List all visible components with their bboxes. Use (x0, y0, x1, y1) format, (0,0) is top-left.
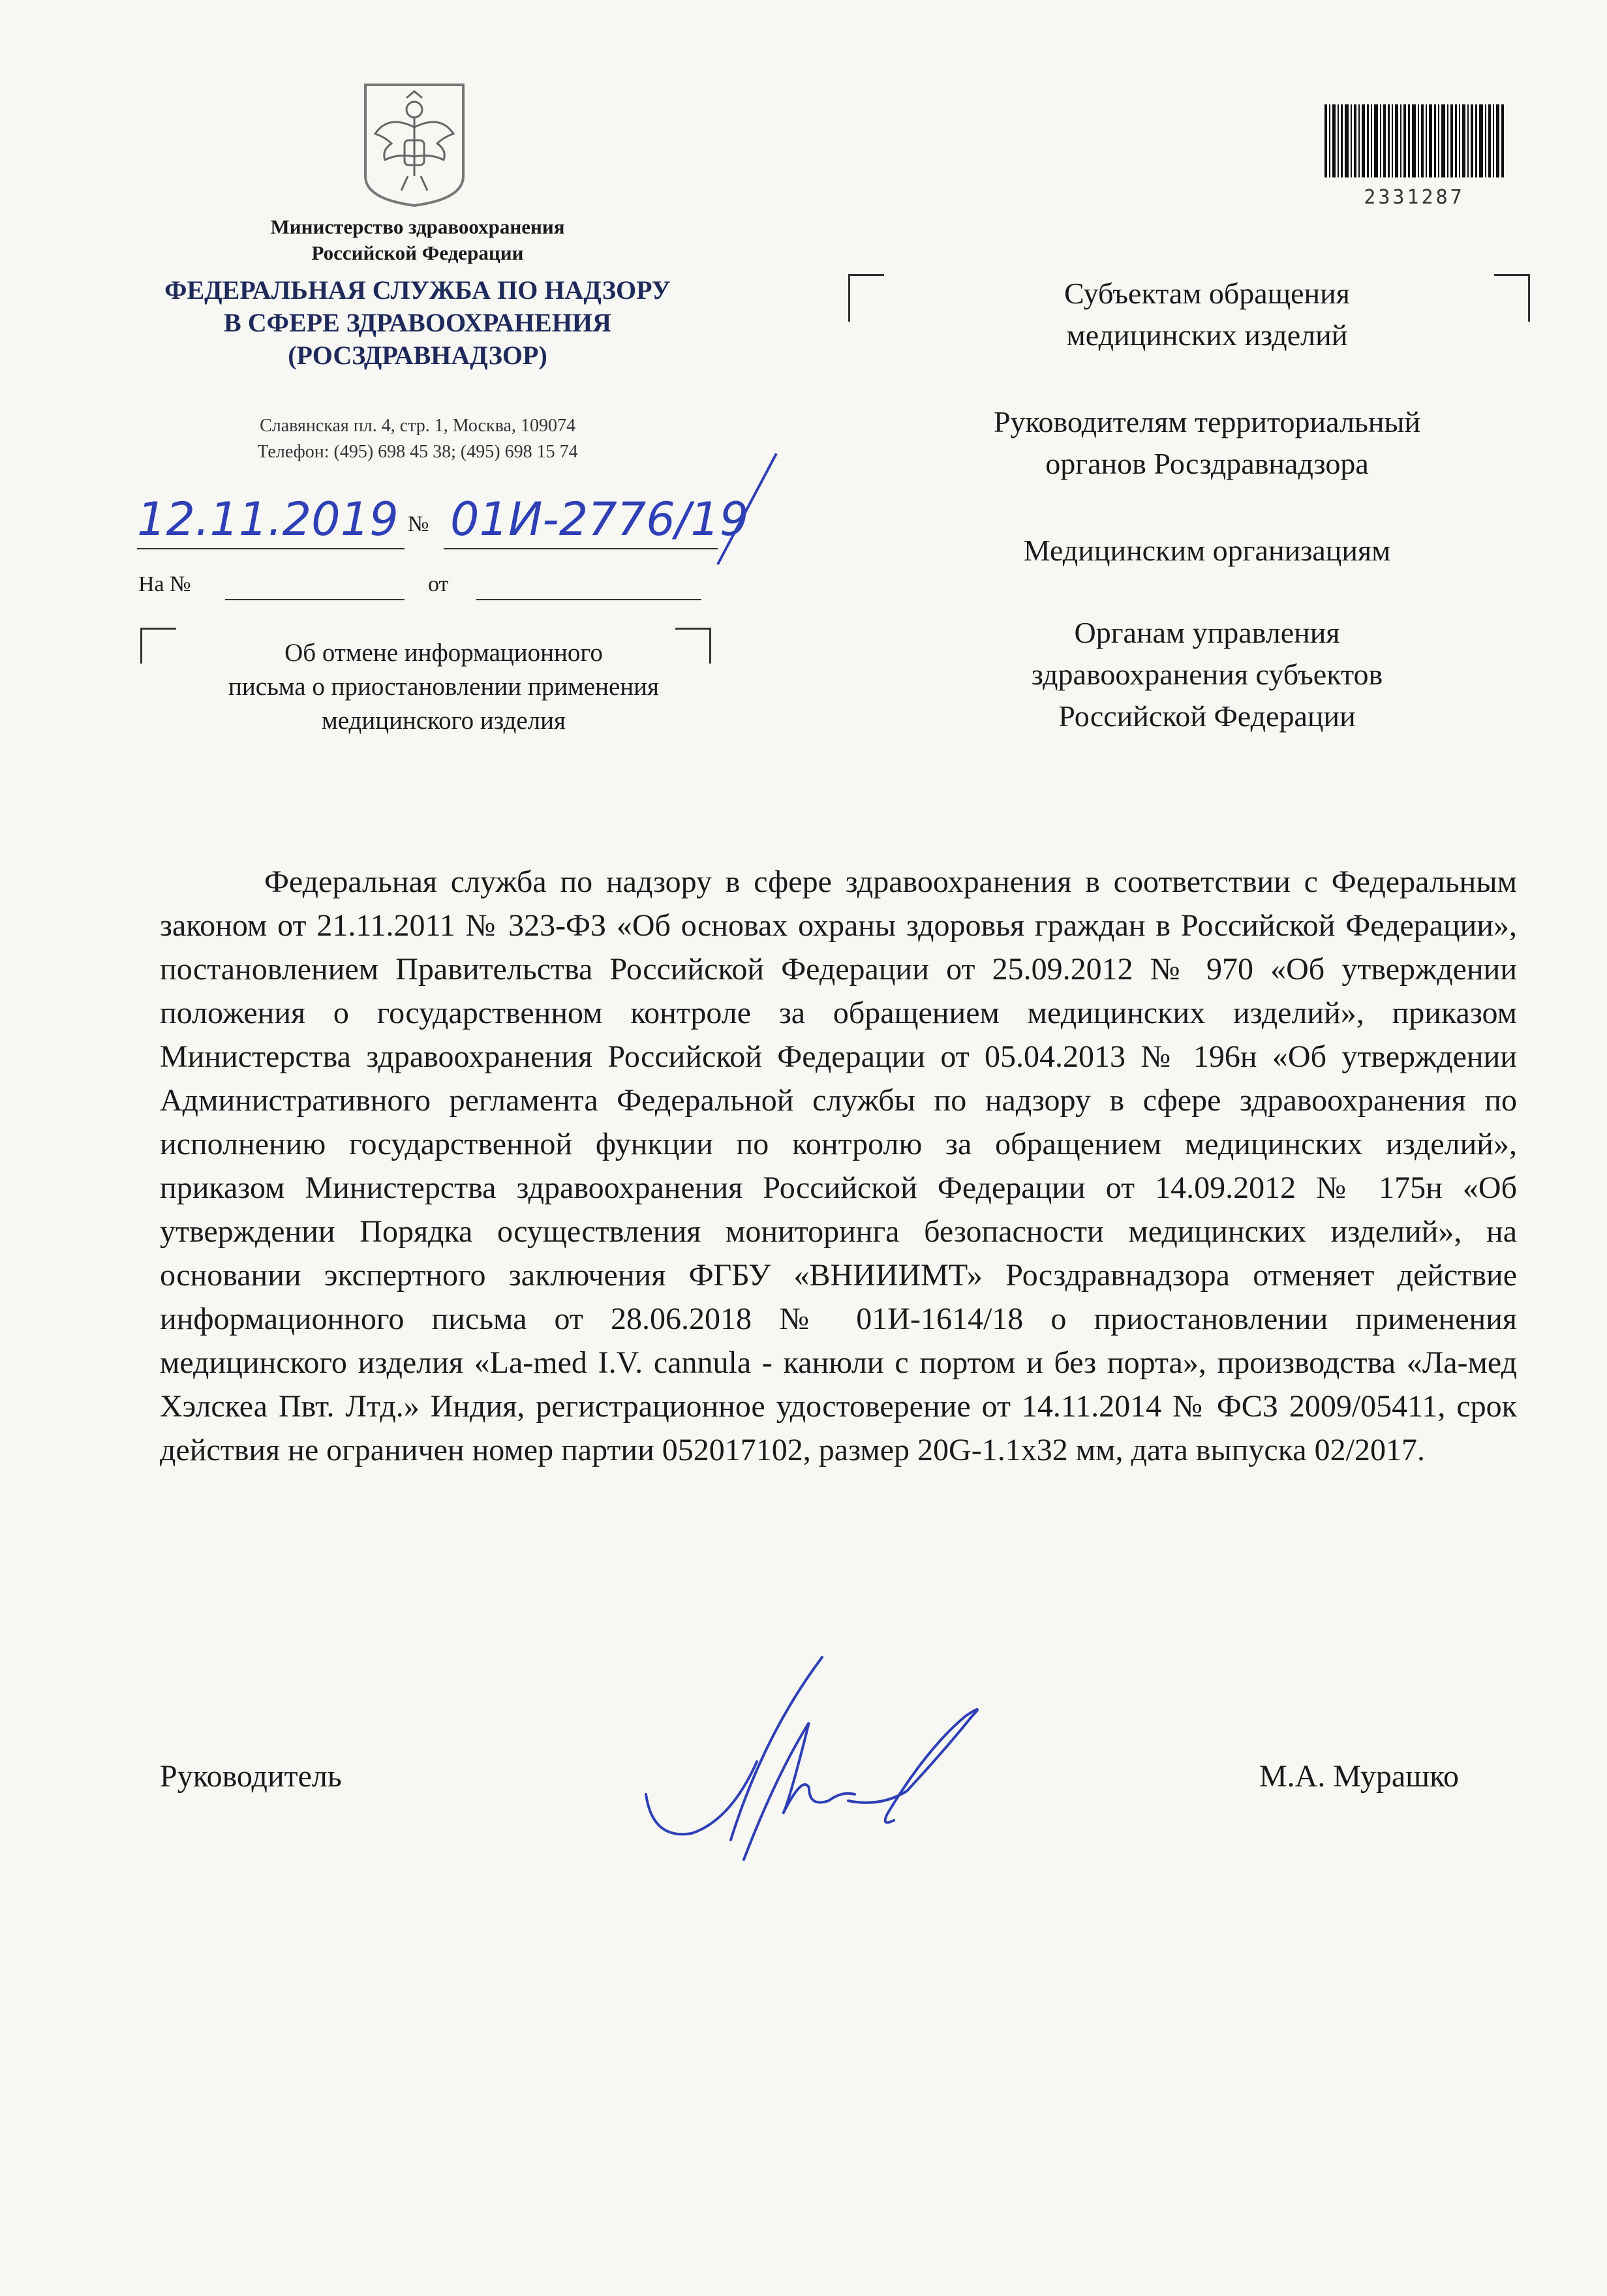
addressee-2-line2: органов Росздравнадзора (1045, 447, 1369, 480)
signatory-name: М.А. Мурашко (1259, 1759, 1459, 1794)
addressee-4-line1: Органам управления (1074, 616, 1340, 649)
addressee-1 (920, 273, 1494, 356)
addressee-2 (920, 401, 1494, 485)
subject-line3: медицинского изделия (322, 707, 566, 735)
address-block (150, 413, 685, 465)
reference-date-label: от (428, 572, 449, 596)
addressee-1-line2: медицинских изделий (1066, 318, 1348, 352)
addressee-1-line1: Субъектам обращения (1064, 277, 1350, 310)
coat-of-arms-icon (356, 78, 473, 209)
number-underline (444, 548, 718, 549)
ministry-header (150, 214, 685, 266)
addressee-3-line1: Медицинским организациям (1023, 534, 1391, 567)
addressee-4-line2: здравоохранения субъектов (1031, 658, 1383, 691)
signature-icon (633, 1644, 1037, 1892)
ministry-name-line1: Министерство здравоохранения (270, 215, 565, 238)
service-name-line3: (РОСЗДРАВНАДЗОР) (288, 341, 547, 370)
letter-body: Федеральная служба по надзору в сфере здравоохранения в соответствии с Федеральным законом от 21.11.2011 № 323-ФЗ «Об основах охраны здоровья граждан в Российской Федерации», постановлением Правительства Российской Федерации от 25.09.2012 № 970 «Об утверждении положения о государственном контроле за обращением медицинских изделий», приказом Министерства здравоохранения Российской Федерации от 05.04.2013 № 196н «Об утверждении Административного регламента Федеральной службы по надзору в сфере здравоохранения по исполнению государственной функции по контролю за обращением медицинских изделий», приказом Министерства здравоохранения Российской Федерации от 14.09.2012 № 175н «Об утверждении Порядка осуществления мониторинга безопасности медицинских изделий», на основании экспертного заключения ФГБУ «ВНИИИМТ» Росздравнадзора отменяет действие информационного письма от 28.06.2018 № 01И-1614/18 о приостановлении применения медицинского изделия «La-med I.V. cannula - канюли с портом и без порта», производства «Ла-мед Хэлскеа Пвт. Лтд.» Индия, регистрационное удостоверение от 14.11.2014 № ФСЗ 2009/05411, срок действия не ограничен номер партии 052017102, размер 20G-1.1x32 мм, дата выпуска 02/2017. (160, 865, 1517, 1467)
subject-block (150, 636, 737, 738)
addressee-corner-left (848, 274, 884, 322)
subject-line2: письма о приостановлении применения (228, 673, 659, 701)
barcode-icon (1324, 104, 1504, 177)
date-underline (137, 548, 405, 549)
reference-number-line (225, 599, 405, 600)
phone-line: Телефон: (495) 698 45 38; (495) 698 15 74 (257, 442, 578, 462)
service-name-line2: В СФЕРЕ ЗДРАВООХРАНЕНИЯ (224, 308, 611, 337)
barcode-number: 2331287 (1364, 186, 1465, 209)
service-header (117, 274, 718, 372)
signatory-position: Руководитель (160, 1759, 342, 1794)
service-name-line1: ФЕДЕРАЛЬНАЯ СЛУЖБА ПО НАДЗОРУ (164, 275, 671, 305)
addressee-3 (920, 530, 1494, 572)
addressee-4-line3: Российской Федерации (1058, 699, 1356, 733)
addressee-4 (920, 612, 1494, 737)
address-line: Славянская пл. 4, стр. 1, Москва, 109074 (260, 416, 575, 436)
addressee-corner-right (1494, 274, 1530, 322)
ministry-name-line2: Российской Федерации (311, 241, 524, 264)
handwritten-number: 01И-2776/19 (450, 493, 749, 546)
addressee-2-line1: Руководителям территориальный (993, 405, 1421, 438)
subject-line1: Об отмене информационного (284, 639, 603, 667)
handwritten-date: 12.11.2019 (137, 493, 399, 546)
slash-mark-icon (705, 450, 783, 568)
reference-number-label: На № (138, 572, 191, 596)
number-label: № (408, 512, 429, 536)
reference-date-line (476, 599, 701, 600)
